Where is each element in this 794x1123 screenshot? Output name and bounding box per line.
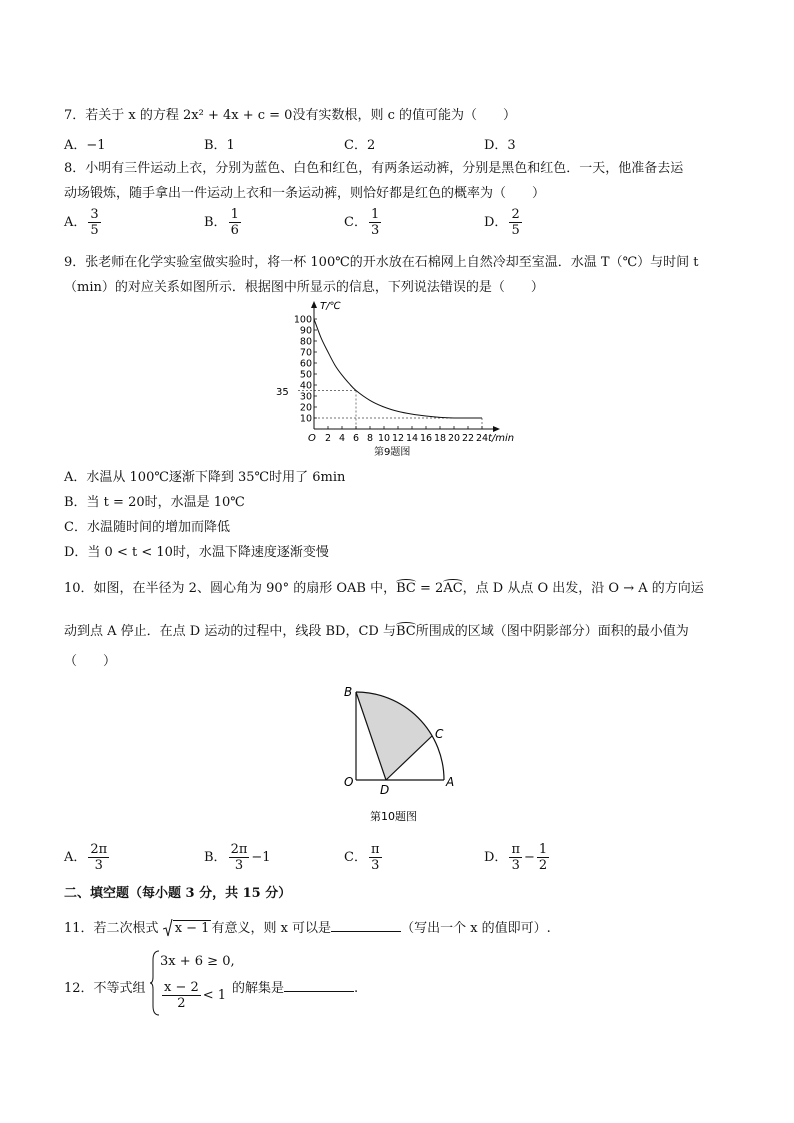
q8-option-b: B． $\frac{1}{6}$ bbox=[204, 207, 239, 238]
q9-option-b: B．当 t = 20时，水温是 10℃ bbox=[64, 495, 245, 510]
x-tick-label: 18 bbox=[433, 433, 447, 444]
y-tick-label: 50 bbox=[299, 369, 312, 381]
label-b: B bbox=[344, 685, 353, 699]
x-tick-label: 22 bbox=[461, 433, 475, 444]
x-tick-label: 12 bbox=[391, 433, 405, 444]
q9-option-a: A．水温从 100℃逐渐下降到 35℃时用了 6min bbox=[64, 470, 346, 485]
q7-option-b: B．1 bbox=[204, 138, 235, 153]
y-tick-label: 80 bbox=[299, 336, 312, 348]
q11-answer-blank[interactable] bbox=[331, 919, 401, 932]
x-tick-label: 14 bbox=[405, 433, 419, 444]
q9-option-c: C．水温随时间的增加而降低 bbox=[64, 520, 230, 535]
label-d: D bbox=[380, 783, 390, 797]
q10-stem-line1: 10．如图，在半径为 2、圆心角为 90° 的扇形 OAB 中，BC = 2AC，点 D 从点 O 出发，沿 O → A 的方向运 bbox=[64, 581, 704, 596]
q12-ineq2: $\frac{x - 2}{2}$ < 1 bbox=[164, 980, 227, 1011]
x-tick-label: 4 bbox=[338, 433, 346, 444]
y-axis-arrow bbox=[311, 301, 317, 308]
label-c: C bbox=[435, 727, 444, 741]
y-tick-label: 70 bbox=[299, 347, 312, 359]
q8-option-c: C． $\frac{1}{3}$ bbox=[344, 207, 380, 238]
q9-stem-line2: （min）的对应关系如图所示．根据图中所显示的信息，下列说法错误的是（ ） bbox=[64, 280, 544, 295]
q9-temperature-chart bbox=[270, 295, 530, 461]
q10-option-b: B． $\frac{2\pi}{3}$ −1 bbox=[204, 842, 271, 873]
q8-stem-line2: 动场锻炼，随手拿出一件运动上衣和一条运动裤，则恰好都是红色的概率为（ ） bbox=[64, 186, 546, 201]
q9-stem-line1: 9．张老师在化学实验室做实验时，将一杯 100℃的开水放在石棉网上自然冷却至室温．水温 T（℃）与时间 t bbox=[64, 255, 699, 270]
q10-stem-line2: 动到点 A 停止．在点 D 运动的过程中，线段 BD，CD 与BC所围成的区域（图中阴影部分）面积的最小值为 bbox=[64, 624, 689, 639]
y-tick-label: 20 bbox=[299, 402, 312, 414]
q12-ineq1: 3x + 6 ≥ 0, bbox=[160, 954, 235, 969]
q8-stem-line1: 8．小明有三件运动上衣，分别为蓝色、白色和红色，有两条运动裤，分别是黑色和红色．一天，他准备去运 bbox=[64, 161, 684, 176]
q10-option-a: A． $\frac{2\pi}{3}$ bbox=[64, 842, 108, 873]
figure10-caption: 第10题图 bbox=[370, 810, 417, 823]
q8-option-d: D． $\frac{2}{5}$ bbox=[484, 207, 520, 238]
arc-ac: AC bbox=[443, 581, 463, 596]
chart-xlabel: t/min bbox=[488, 433, 515, 444]
chart-ylabel: T/℃ bbox=[320, 301, 341, 312]
y-tick-label: 10 bbox=[299, 413, 312, 425]
x-tick-label: 24 bbox=[475, 433, 489, 444]
section2-heading: 二、填空题（每小题 3 分，共 15 分） bbox=[64, 886, 292, 901]
q7-option-d: D．3 bbox=[484, 138, 516, 153]
q11: 11．若二次根式 x − 1 有意义，则 x 可以是 （写出一个 x 的值即可）. bbox=[64, 921, 551, 936]
chart-title: 第9题图 bbox=[374, 447, 411, 458]
q9-option-d: D．当 0 < t < 10时，水温下降速度逐渐变慢 bbox=[64, 545, 329, 560]
x-axis-arrow bbox=[493, 426, 500, 432]
q7-option-a: A．−1 bbox=[64, 138, 106, 153]
sqrt-expression: x − 1 bbox=[163, 921, 212, 936]
q7-stem: 7．若关于 x 的方程 2x² + 4x + c = 0没有实数根，则 c 的值可能为（ ） bbox=[64, 108, 516, 123]
y-tick-label: 40 bbox=[299, 380, 312, 392]
x-tick-label: 20 bbox=[447, 433, 461, 444]
q12-prefix: 12．不等式组 bbox=[64, 981, 146, 996]
q10-sector-figure bbox=[330, 680, 470, 830]
y-tick-label: 60 bbox=[299, 358, 312, 370]
q10-option-c: C． $\frac{\pi}{3}$ bbox=[344, 842, 380, 873]
label-o: O bbox=[344, 775, 354, 789]
y-tick-label: 100 bbox=[293, 314, 312, 326]
x-tick-label: 2 bbox=[324, 433, 332, 444]
label-a: A bbox=[446, 775, 455, 789]
chart-origin: O bbox=[308, 433, 316, 444]
q12-brace bbox=[150, 950, 160, 1016]
x-tick-label: 16 bbox=[419, 433, 433, 444]
q7-option-c: C．2 bbox=[344, 138, 376, 153]
q8-option-a: A． $\frac{3}{5}$ bbox=[64, 207, 99, 238]
shaded-region bbox=[356, 692, 432, 780]
y-tick-label: 30 bbox=[299, 391, 312, 403]
temperature-curve bbox=[314, 319, 482, 418]
q12-suffix: 的解集是 . bbox=[232, 981, 359, 996]
y-tick-label: 90 bbox=[299, 325, 312, 337]
arc-bc: BC bbox=[396, 581, 416, 596]
x-tick-label: 6 bbox=[352, 433, 360, 444]
chart-annotation-35: 35 bbox=[276, 387, 289, 398]
arc-bc-2: BC bbox=[395, 624, 416, 639]
q10-stem-line3: （ ） bbox=[64, 654, 117, 669]
q10-option-d: D． $\frac{\pi}{3}$ − $\frac{1}{2}$ bbox=[484, 842, 548, 873]
q12-answer-blank[interactable] bbox=[284, 979, 354, 992]
x-tick-label: 8 bbox=[366, 433, 374, 444]
x-tick-label: 10 bbox=[377, 433, 391, 444]
